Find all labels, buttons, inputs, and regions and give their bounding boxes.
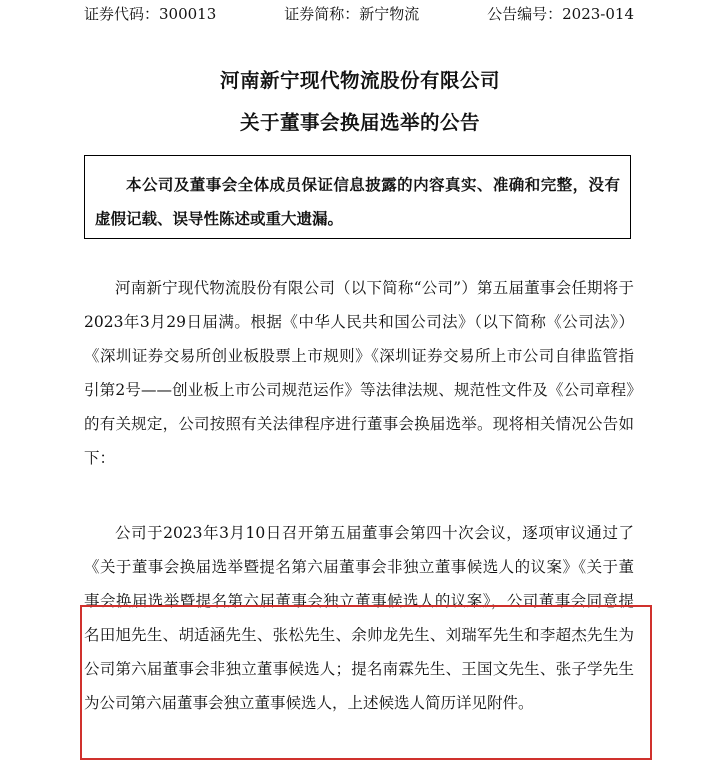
company-title: 河南新宁现代物流股份有限公司 [219,69,500,92]
red-highlight-box [80,605,652,760]
document-header [84,4,634,24]
stock-short-name: 证券简称：新宁物流 [284,5,420,23]
stock-code: 证券代码：300013 [84,5,217,23]
disclosure-notice-box: 本公司及董事会全体成员保证信息披露的内容真实、准确和完整，没有虚假记载、误导性陈述或重大遗漏。 [84,155,631,239]
paragraph-nomination: 公司于2023年3月10日召开第五届董事会第四十次会议，逐项审议通过了《关于董事会换届选举暨提名第六届董事会非独立董事候选人的议案》《关于董事会换届选举暨提名第六届董事会独立董事候选人的议案》，公司董事会同意提名田旭先生、胡适涵先生、张松先生、余帅龙先生、刘瑞军先生和李超杰先生为公司第六届董事会非独立董事候选人；提名南霖先生、王国文先生、张子学先生为公司第六届董事会独立董事候选人，上述候选人简历详见附件。 [84,524,634,712]
announcement-number: 公告编号：2023-014 [487,5,634,23]
announcement-title: 关于董事会换届选举的公告 [239,111,480,134]
paragraph-background: 河南新宁现代物流股份有限公司（以下简称“公司”）第五届董事会任期将于2023年3月29日届满。根据《中华人民共和国公司法》（以下简称《公司法》）《深圳证券交易所创业板股票上市规则》《深圳证券交易所上市公司自律监管指引第2号——创业板上市公司规范运作》等法律法规、规范性文件及《公司章程》的有关规定，公司按照有关法律程序进行董事会换届选举。现将相关情况公告如下： [84,279,634,467]
